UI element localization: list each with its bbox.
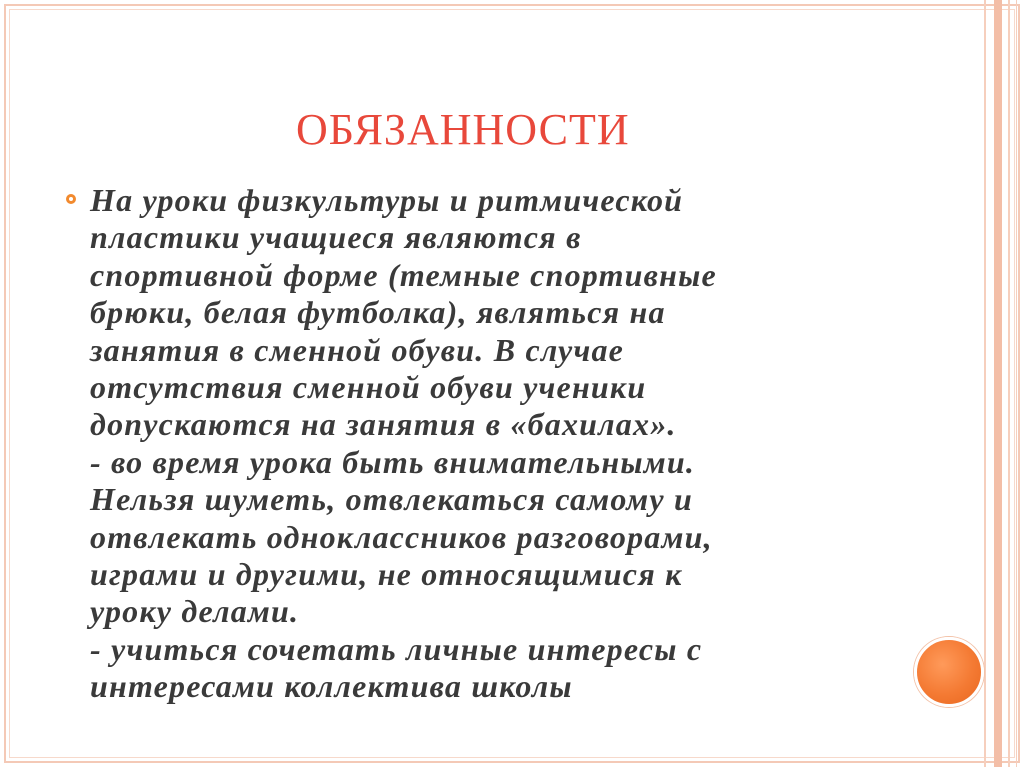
decorative-stripes [976,0,1024,767]
text-line: отвлекать одноклассников разговорами, [90,518,713,555]
text-line: Нельзя шуметь, отвлекаться самому и [90,481,694,518]
text-line: отсутствия сменной обуви ученики [90,369,647,406]
text-line: пластики учащиеся являются в [90,219,582,256]
bullet-text [90,182,890,706]
text-line: занятия в сменной обуви. В случае [90,331,625,368]
slide-title: ОБЯЗАННОСТИ [296,105,630,154]
decorative-circle-icon [914,637,984,707]
text-line: спортивной форме (темные спортивные [90,256,717,293]
text-line: - во время урока быть внимательными. [90,443,696,480]
text-line: играми и другими, не относящимися к [90,556,683,593]
text-line: допускаются на занятия в «бахилах». [90,406,677,443]
ring-bullet-icon [66,194,76,204]
text-line: - учиться сочетать личные интересы с [90,630,703,667]
text-line: На уроки физкультуры и ритмической [90,182,684,218]
text-line: брюки, белая футболка), являться на [90,294,666,331]
text-line: интересами коллектива школы [90,668,573,705]
text-line: уроку делами. [90,593,300,630]
